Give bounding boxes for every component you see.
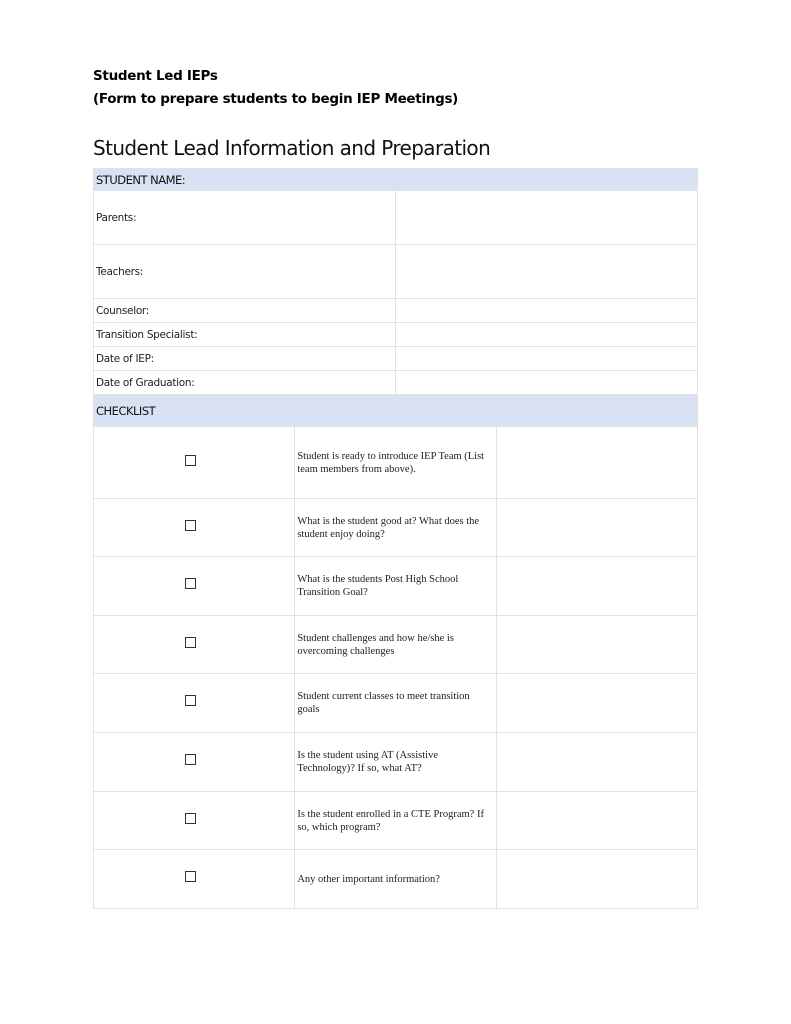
checkbox[interactable] — [185, 871, 196, 882]
checkbox[interactable] — [185, 455, 196, 466]
checklist-row — [94, 499, 698, 557]
document-subtitle: (Form to prepare students to begin IEP Meetings) — [93, 91, 459, 107]
checklist-header-row — [94, 395, 698, 427]
checklist-question: What is the student good at? What does the student enjoy doing? — [295, 499, 496, 557]
checklist-question: Student current classes to meet transition goals — [295, 674, 496, 733]
checkbox[interactable] — [185, 754, 196, 765]
parents-row — [94, 191, 698, 245]
checkbox[interactable] — [185, 695, 196, 706]
checklist-row — [94, 792, 698, 850]
checklist-response[interactable] — [496, 427, 697, 499]
checklist-response[interactable] — [496, 850, 697, 909]
checklist-row — [94, 427, 698, 499]
page-heading: Student Lead Information and Preparation — [93, 136, 491, 160]
student-info-table — [93, 168, 698, 395]
counselor-field[interactable] — [396, 299, 698, 323]
student-name-label: STUDENT NAME: — [94, 169, 698, 191]
checklist-table — [93, 394, 698, 909]
transition-specialist-row — [94, 323, 698, 347]
parents-field[interactable] — [396, 191, 698, 245]
checkbox[interactable] — [185, 578, 196, 589]
checkbox[interactable] — [185, 637, 196, 648]
date-of-graduation-field[interactable] — [396, 371, 698, 395]
transition-specialist-label: Transition Specialist: — [94, 323, 396, 347]
teachers-label: Teachers: — [94, 245, 396, 299]
checklist-response[interactable] — [496, 499, 697, 557]
counselor-row — [94, 299, 698, 323]
checklist-question: Is the student using AT (Assistive Technology)? If so, what AT? — [295, 733, 496, 792]
checklist-row — [94, 674, 698, 733]
checklist-row — [94, 850, 698, 909]
document-title: Student Led IEPs — [93, 68, 218, 84]
date-of-iep-label: Date of IEP: — [94, 347, 396, 371]
student-name-header-row — [94, 169, 698, 191]
checklist-row — [94, 557, 698, 616]
checkbox[interactable] — [185, 520, 196, 531]
checklist-question: Student is ready to introduce IEP Team (List team members from above). — [295, 427, 496, 499]
checklist-question: What is the students Post High School Transition Goal? — [295, 557, 496, 616]
checklist-response[interactable] — [496, 733, 697, 792]
date-of-iep-field[interactable] — [396, 347, 698, 371]
checklist-response[interactable] — [496, 792, 697, 850]
date-of-graduation-row — [94, 371, 698, 395]
checklist-response[interactable] — [496, 557, 697, 616]
teachers-row — [94, 245, 698, 299]
checklist-row — [94, 616, 698, 674]
parents-label: Parents: — [94, 191, 396, 245]
checklist-response[interactable] — [496, 616, 697, 674]
checklist-question: Any other important information? — [295, 850, 496, 909]
checklist-question: Student challenges and how he/she is overcoming challenges — [295, 616, 496, 674]
checklist-header: CHECKLIST — [94, 395, 698, 427]
checklist-question: Is the student enrolled in a CTE Program? If so, which program? — [295, 792, 496, 850]
transition-specialist-field[interactable] — [396, 323, 698, 347]
checklist-response[interactable] — [496, 674, 697, 733]
checklist-row — [94, 733, 698, 792]
date-of-graduation-label: Date of Graduation: — [94, 371, 396, 395]
teachers-field[interactable] — [396, 245, 698, 299]
checkbox[interactable] — [185, 813, 196, 824]
date-of-iep-row — [94, 347, 698, 371]
counselor-label: Counselor: — [94, 299, 396, 323]
